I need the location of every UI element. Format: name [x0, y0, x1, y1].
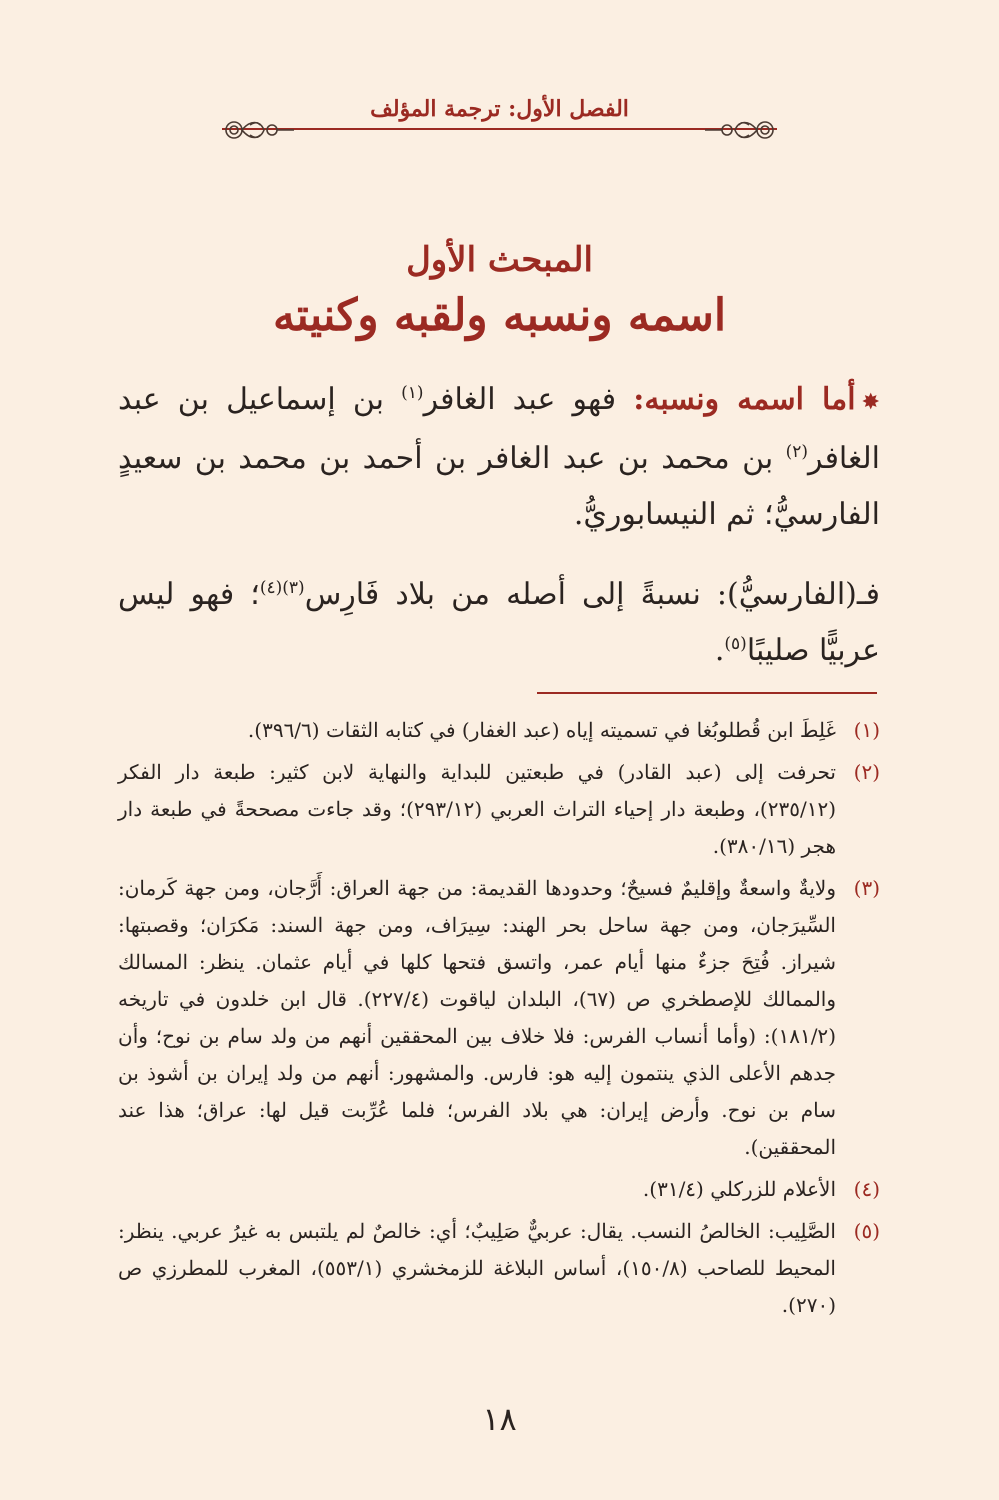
- paragraph-text: فهو عبد الغافر: [423, 382, 634, 417]
- section-label: المبحث الأول: [406, 240, 593, 280]
- footnote: [118, 1171, 880, 1208]
- paragraph-lead: أما اسمه ونسبه:: [633, 382, 856, 417]
- paragraph-text: ؛ فهو ليس عربيًّا صليبًا: [118, 577, 880, 668]
- footnote-number: (٢): [853, 760, 880, 784]
- paragraph-text: بن محمد بن عبد الغافر بن أحمد بن محمد بن سعيدٍ الفارسيُّ؛ ثم النيسابوريُّ.: [118, 441, 880, 532]
- footnote-number: (٣): [853, 876, 880, 900]
- footnote-text: الأعلام للزركلي (٣١/٤).: [642, 1177, 836, 1201]
- footnotes: [118, 712, 880, 1329]
- paragraph-farisi: [118, 567, 880, 679]
- footnote-reference: (٥): [724, 634, 747, 654]
- footnote-text: تحرفت إلى (عبد القادر) في طبعتين للبداية والنهاية لابن كثير: طبعة دار الفكر (٢٣٥/١٢)، وطبعة دار إحياء التراث العربي (٢٩٣/١٢)؛ وقد جاءت مصححةً في طبعة دار هجر (٣٨٠/١٦).: [118, 760, 836, 858]
- header-rule: [222, 128, 777, 130]
- running-header-title: الفصل الأول: ترجمة المؤلف: [370, 96, 629, 122]
- flourish-ornament-icon: [704, 116, 779, 144]
- page-number: ١٨: [482, 1400, 517, 1438]
- footnote-text: غَلِطَ ابن قُطلوبُغا في تسميته إياه (عبد الغفار) في كتابه الثقات (٣٩٦/٦).: [247, 718, 836, 742]
- star-bullet-icon: ✸: [861, 390, 880, 415]
- paragraph-text: بن إسماعيل بن عبد الغافر: [118, 382, 880, 476]
- footnote-reference: (٢): [785, 442, 809, 462]
- flourish-ornament-icon: [220, 116, 295, 144]
- paragraph-text: فـ(الفارسيُّ): نسبةً إلى أصله من بلاد فَارِس: [304, 577, 880, 612]
- footnote: [118, 754, 880, 865]
- footnote-reference: (١): [401, 383, 424, 403]
- footnote-number: (٥): [853, 1219, 880, 1243]
- paragraph-text: .: [714, 633, 725, 668]
- footnote-number: (٤): [853, 1177, 880, 1201]
- section-title: اسمه ونسبه ولقبه وكنيته: [272, 290, 727, 341]
- footnote-separator: [537, 692, 877, 694]
- footnote-reference: (٤): [259, 578, 283, 598]
- footnote: [118, 712, 880, 749]
- footnote-number: (١): [853, 718, 880, 742]
- footnote-text: ولايةٌ واسعةٌ وإقليمٌ فسيحٌ؛ وحدودها القديمة: من جهة العراق: أَرَّجان، ومن جهة كَرمان: السِّيرَجان، ومن جهة ساحل بحر الهند: سِيرَاف، ومن جهة السند: مَكرَان؛ وقصبتها: شيراز. فُتِحَ جزءٌ منها أيام عمر، واتسق فتحها كلها في أيام عثمان. ينظر: المسالك والممالك للإصطخري ص (٦٧)، البلدان لياقوت (٢٢٧/٤). قال ابن خلدون في تاريخه (١٨١/٢): (وأما أنساب الفرس: فلا خلاف بين المحققين أنهم من ولد سام بن نوح؛ وأن جدهم الأعلى الذي ينتمون إليه هو: فارس. والمشهور: أنهم من ولد إيران بن أشوذ بن سام بن نوح. وأرض إيران: هي بلاد الفرس؛ فلما عُرِّبت قيل لها: عراق؛ هذا عند المحققين).: [118, 876, 837, 1159]
- footnote: [118, 1213, 880, 1324]
- body-text: [118, 372, 880, 703]
- paragraph-name-lineage: [118, 372, 880, 543]
- footnote: [118, 870, 880, 1166]
- footnote-reference: (٣): [282, 578, 305, 598]
- footnote-text: الصَّلِيب: الخالصُ النسب. يقال: عربيٌّ صَلِيبٌ؛ أي: خالصٌ لم يلتبس به غيرُ عربي. ينظر: المحيط للصاحب (١٥٠/٨)، أساس البلاغة للزمخشري (٥٥٣/١)، المغرب للمطرزي ص (٢٧٠).: [118, 1219, 836, 1317]
